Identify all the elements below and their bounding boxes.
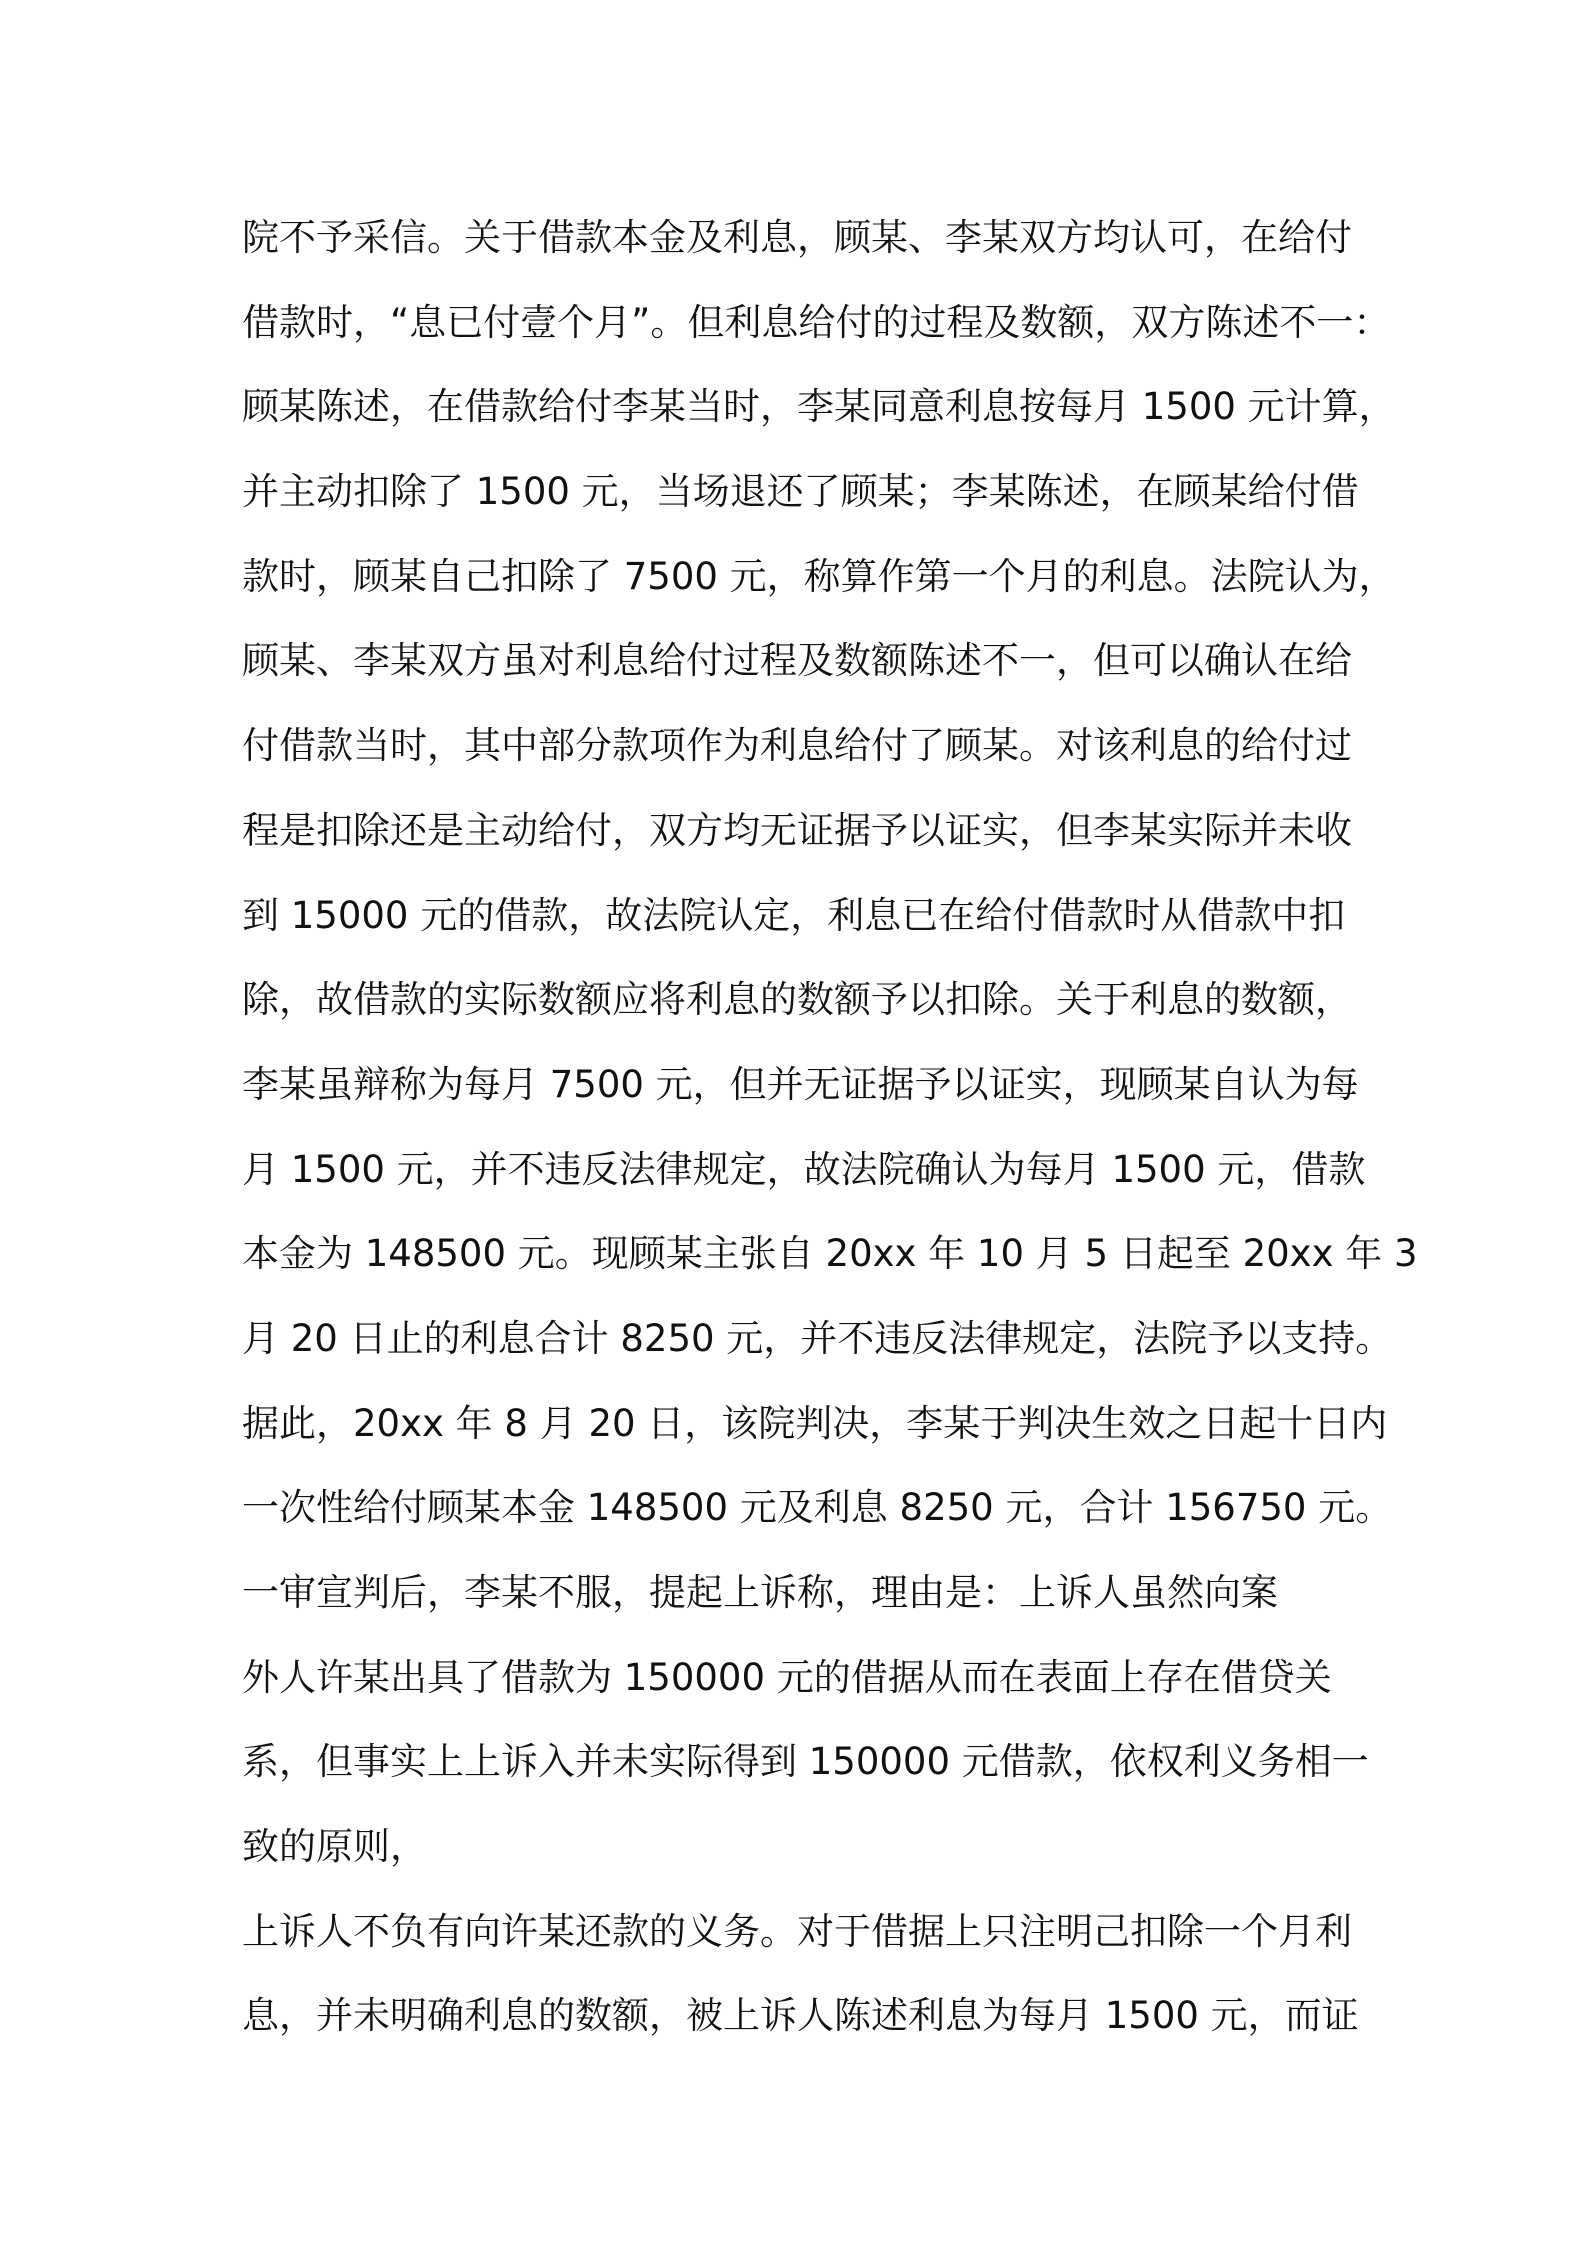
text-line: 月 1500 元，并不违反法律规定，故法院确认为每月 1500 元，借款 xyxy=(242,1147,1366,1191)
text-line: 上诉人不负有向许某还款的义务。对于借据上只注明己扣除一个月利 xyxy=(242,1909,1352,1953)
text-line: 外人许某出具了借款为 150000 元的借据从而在表面上存在借贷关 xyxy=(242,1655,1332,1699)
text-line: 系，但事实上上诉入并未实际得到 150000 元借款，依权利义务相一 xyxy=(242,1740,1369,1784)
text-line: 并主动扣除了 1500 元，当场退还了顾某；李某陈述，在顾某给付借 xyxy=(242,470,1359,514)
text-line: 顾某陈述，在借款给付李某当时，李某同意利息按每月 1500 元计算， xyxy=(242,385,1396,429)
text-line: 付借款当时，其中部分款项作为利息给付了顾某。对该利息的给付过 xyxy=(242,724,1352,768)
text-line: 据此，20xx 年 8 月 20 日，该院判决，李某于判决生效之日起十日内 xyxy=(242,1401,1388,1445)
text-line: 本金为 148500 元。现顾某主张自 20xx 年 10 月 5 日起至 20xx 年 3 xyxy=(242,1232,1418,1276)
text-line: 顾某、李某双方虽对利息给付过程及数额陈述不一，但可以确认在给 xyxy=(242,639,1352,683)
text-line: 一审宣判后，李某不服，提起上诉称，理由是：上诉人虽然向案 xyxy=(242,1571,1278,1614)
text-line: 一次性给付顾某本金 148500 元及利息 8250 元，合计 156750 元。 xyxy=(242,1486,1393,1530)
body-text xyxy=(242,196,1418,2059)
text-line: 程是扣除还是主动给付，双方均无证据予以证实，但李某实际并未收 xyxy=(242,808,1352,852)
text-line: 借款时，“息已付壹个月”。但利息给付的过程及数额，双方陈述不一： xyxy=(242,300,1391,344)
text-line: 院不予采信。关于借款本金及利息，顾某、李某双方均认可，在给付 xyxy=(242,216,1352,259)
text-line: 息，并未明确利息的数额，被上诉人陈述利息为每月 1500 元，而证 xyxy=(242,1994,1359,2038)
text-line: 致的原则， xyxy=(242,1825,427,1869)
text-line: 到 15000 元的借款，故法院认定，利息已在给付借款时从借款中扣 xyxy=(242,893,1346,937)
text-line: 李某虽辩称为每月 7500 元，但并无证据予以证实，现顾某自认为每 xyxy=(242,1062,1359,1106)
text-line: 除，故借款的实际数额应将利息的数额予以扣除。关于利息的数额， xyxy=(242,978,1352,1022)
text-line: 款时，顾某自己扣除了 7500 元，称算作第一个月的利息。法院认为， xyxy=(242,554,1396,598)
text-line: 月 20 日止的利息合计 8250 元，并不违反法律规定，法院予以支持。 xyxy=(242,1316,1393,1360)
